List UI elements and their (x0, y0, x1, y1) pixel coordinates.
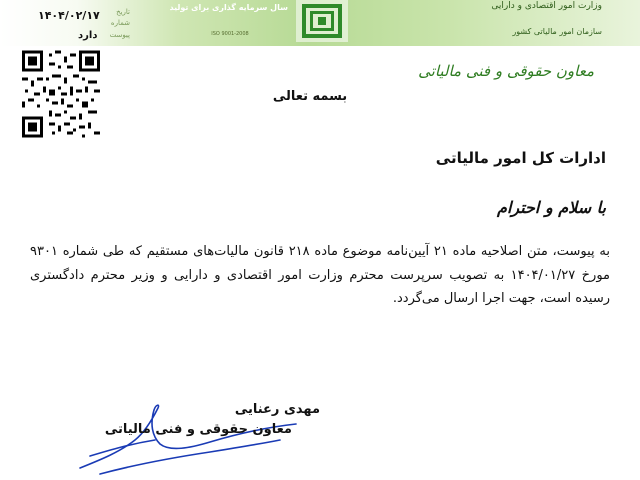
letter-date: ۱۴۰۴/۰۲/۱۷ (38, 9, 100, 22)
year-slogan: سال سرمایه گذاری برای تولید (169, 3, 288, 12)
recipient: ادارات کل امور مالیاتی (435, 149, 606, 167)
organization-name: سازمان امور مالیاتی کشور (512, 27, 602, 36)
greeting: با سلام و احترام (497, 198, 606, 217)
bismillah: بسمه تعالی (272, 89, 348, 104)
tax-organization-emblem-icon (296, 0, 348, 42)
qr-code-icon (22, 50, 100, 138)
number-label: شماره (110, 19, 130, 27)
iso-certificate: ISO 9001-2008 (211, 31, 249, 37)
letter-body: به پیوست، متن اصلاحیه ماده ۲۱ آیین‌نامه موضوع ماده ۲۱۸ قانون مالیات‌های مستقیم که طی شماره ۹۳۰۱ مورخ ۱۴۰۴/۰۱/۲۷ به تصویب سرپرست محترم وزارت امور اقتصادی و دارایی و وزیر محترم دادگستری رسیده است، جهت اجرا ارسال می‌گردد. (30, 244, 610, 306)
deputy-office-header: معاون حقوقی و فنی مالیاتی (418, 62, 594, 80)
attachment-value: دارد (78, 30, 98, 41)
signer-title: معاون حقوقی و فنی مالیاتی (104, 422, 292, 437)
ministry-name: وزارت امور اقتصادی و دارایی (491, 1, 602, 11)
date-label: تاریخ (116, 8, 130, 16)
signer-name: مهدی رعنایی (234, 402, 320, 417)
attachment-label: پیوست (109, 31, 130, 39)
